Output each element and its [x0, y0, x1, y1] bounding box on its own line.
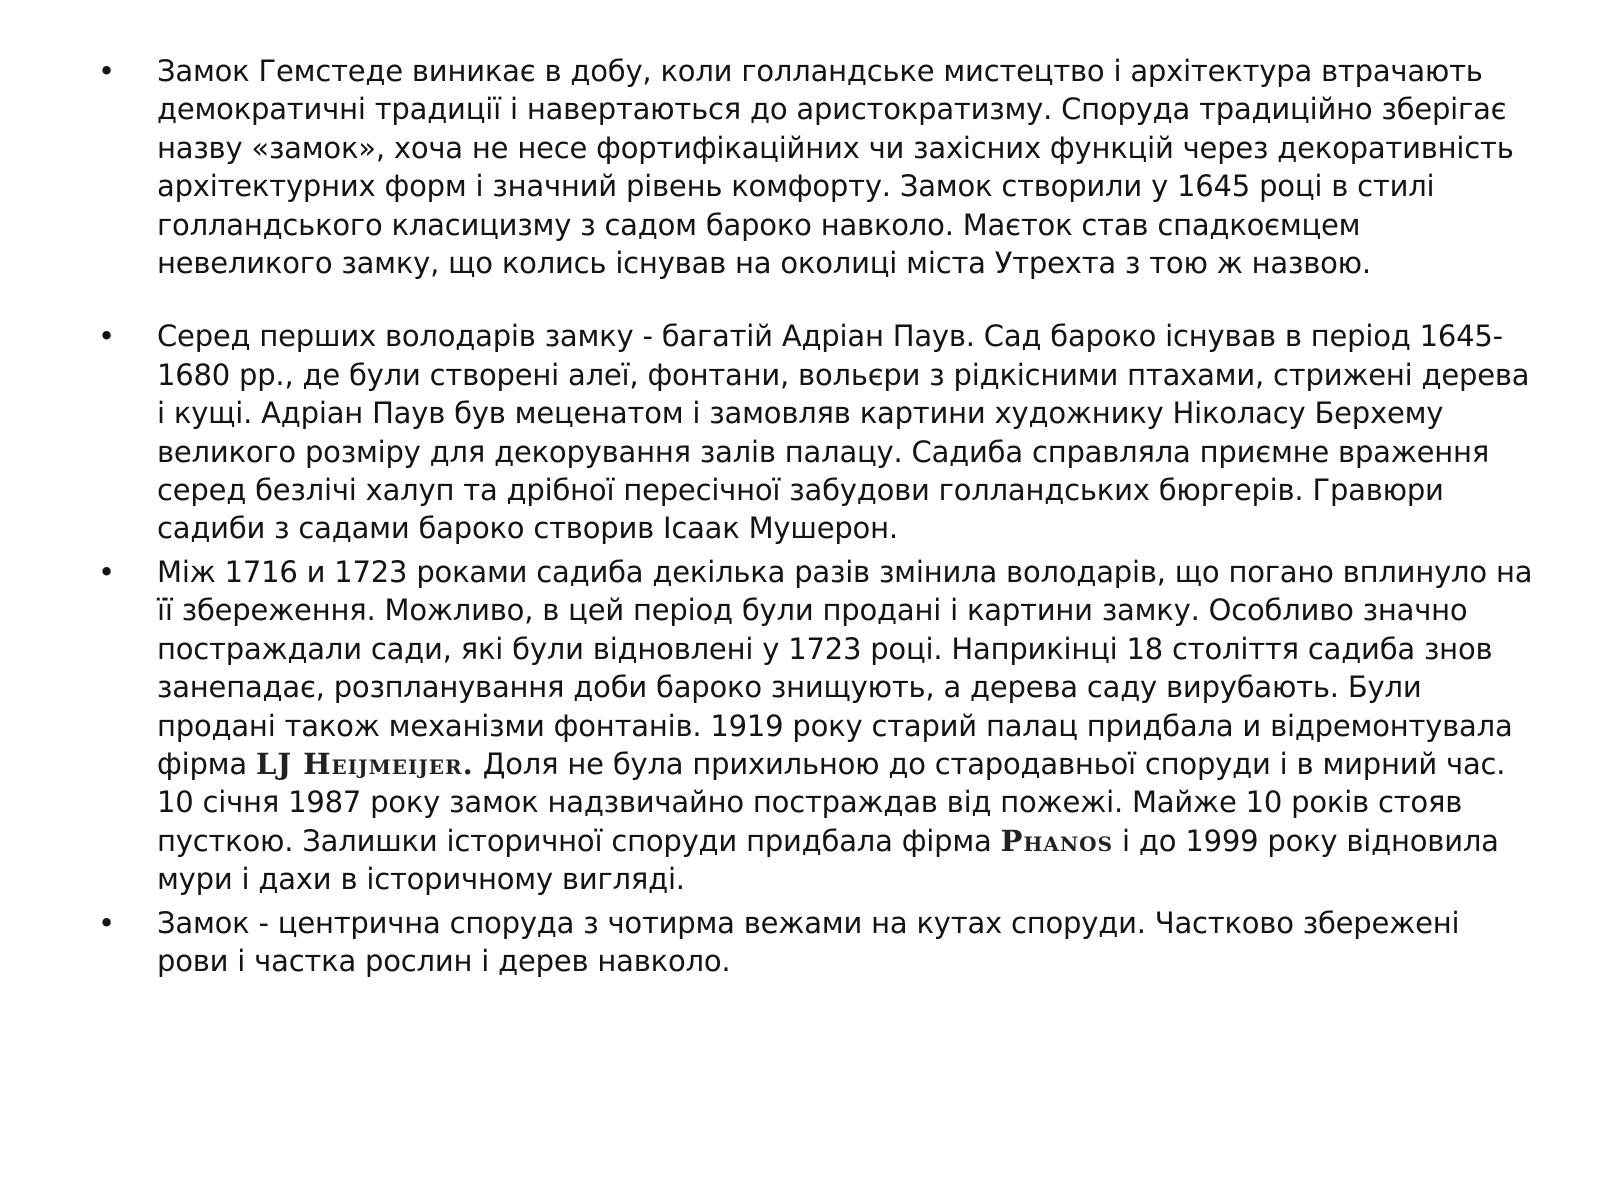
bullet-text: Замок - центрична споруда з чотирма вежами на кутах споруди. Частково збережені рови і частка рослин і дерев навколо.	[157, 905, 1460, 978]
bullet-item-origin	[94, 52, 1534, 282]
bullet-item-owners	[94, 317, 1534, 547]
firm-name-phanos: Phanos	[1000, 823, 1114, 858]
bullet-text-part: і до 1999 року відновила мури і дахи в історичному вигляді.	[157, 823, 1499, 897]
bullet-text-part: Між 1716 и 1723 роками садиба декілька разів змінила володарів, що погано вплинуло на її збереження. Можливо, в цей період були продані і картини замку. Особливо значно постраждали сади, які були відновлені у 1723 році. Наприкінці 18 століття садиба знов занепадає, розпланування доби бароко знищують, а дерева саду вирубають. Були продані також механізми фонтанів. 1919 року старий палац придбала и відремонтувала фірма	[157, 554, 1533, 781]
firm-name-heijmeijer: LJ Heijmeijer.	[255, 746, 474, 781]
bullet-marker: •	[98, 554, 115, 589]
bullet-marker: •	[98, 319, 115, 354]
bullet-text: Серед перших володарів замку - багатій Адріан Паув. Сад бароко існував в період 1645-1680 рр., де були створені алеї, фонтани, вольєри з рідкісними птахами, стрижені дерева і кущі. Адріан Паув був меценатом і замовляв картини художнику Ніколасу Берхему великого розміру для декорування залів палацу. Садиба справляла приємне враження серед безлічі халуп та дрібної пересічної забудови голландських бюргерів. Гравюри садиби з садами бароко створив Ісаак Мушерон.	[157, 319, 1530, 546]
bullet-marker: •	[98, 905, 115, 940]
bullet-marker: •	[98, 54, 115, 88]
bullet-item-structure	[94, 904, 1534, 981]
bullet-text: Замок Гемстеде виникає в добу, коли голландське мистецтво і архітектура втрачають демократичні традиції і навертаються до аристократизму. Споруда традиційно зберігає назву «замок», хоча не несе фортифікаційних чи захісних функцій через декоративність архітектурних форм і значний рівень комфорту. Замок створили у 1645 році в стилі голландського класицизму з садом бароко навколо. Маєток став спадкоємцем невеликого замку, що колись існував на околиці міста Утрехта з тою ж назвою.	[157, 54, 1514, 281]
bullet-item-history	[94, 553, 1534, 899]
bullet-text-part: Доля не була прихильною до стародавньої споруди і в мирний час. 10 січня 1987 року замок надзвичайно постраждав від пожежі. Майже 10 років стояв пусткою. Залишки історичної споруди придбала фірма	[157, 746, 1506, 858]
bullet-list	[94, 52, 1534, 980]
bullet-text	[157, 553, 1534, 899]
